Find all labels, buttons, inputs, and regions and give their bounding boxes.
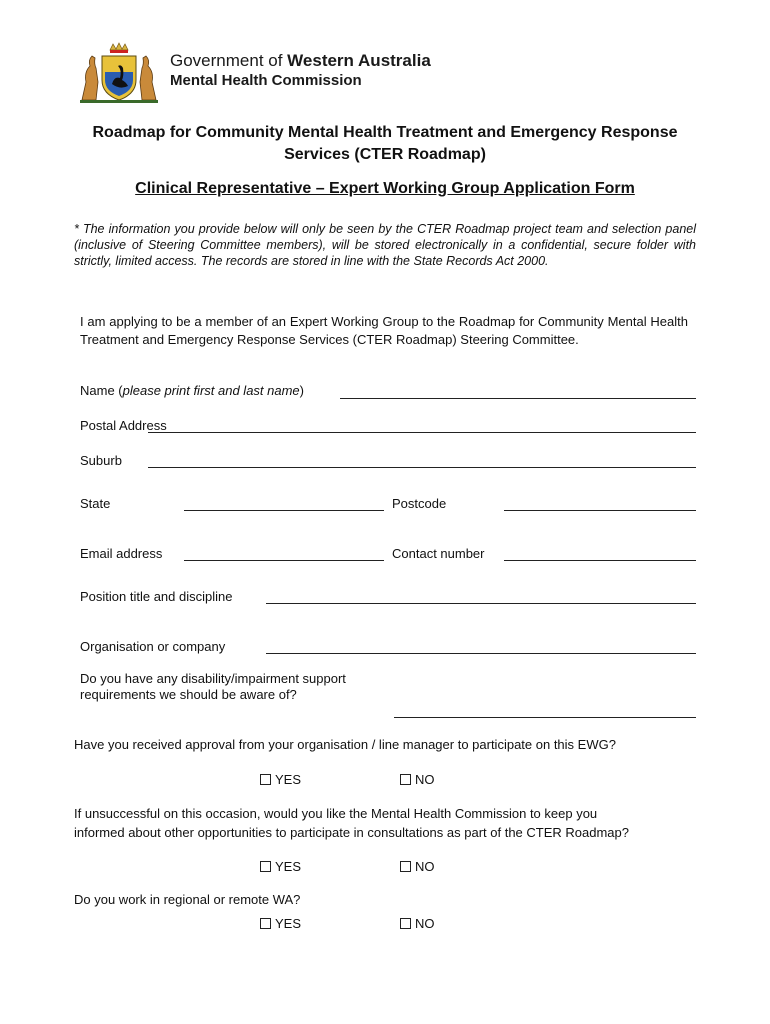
checkbox-icon[interactable] [260,774,271,785]
name-label: Name (please print first and last name) [80,383,305,398]
disability-label [80,671,400,703]
government-name: Government of Western Australia [170,51,431,70]
checkbox-icon[interactable] [400,861,411,872]
regional-no-option[interactable]: NO [400,916,435,931]
postal-address-label: Postal Address [80,418,167,433]
keep-informed-yes-option[interactable]: YES [260,859,301,874]
disability-label-line2: requirements we should be aware of? [80,687,297,702]
disability-field[interactable] [394,717,696,718]
form-subtitle: Clinical Representative – Expert Working Group Application Form [135,180,635,197]
disability-label-line1: Do you have any disability/impairment support [80,671,346,686]
regional-yes-option[interactable]: YES [260,916,301,931]
contact-number-field[interactable] [504,560,696,561]
organisation-label: Organisation or company [80,639,226,654]
contact-number-label: Contact number [392,546,485,561]
checkbox-icon[interactable] [260,861,271,872]
checkbox-icon[interactable] [400,774,411,785]
intro-statement: I am applying to be a member of an Expert Working Group to the Roadmap for Community Mental Health Treatment and Emergency Response Services (CTER Roadmap) Steering Committee. [80,314,688,347]
privacy-note: * The information you provide below will only be seen by the CTER Roadmap project team and selection panel (inclusive of Steering Committee members), will be stored electronically in a confidential, secure folder with strictly, limited access. The records are stored in line with the State Records Act 2000. [74,222,696,268]
state-label: State [80,496,111,511]
keep-informed-line2: informed about other opportunities to participate in consultations as part of the CTER Roadmap? [74,825,629,840]
suburb-field[interactable] [148,467,696,468]
document-title: Roadmap for Community Mental Health Treatment and Emergency Response Services (CTER Roadmap) [92,124,678,163]
position-label: Position title and discipline [80,589,233,604]
keep-informed-no-option[interactable]: NO [400,859,435,874]
commission-name: Mental Health Commission [170,72,362,89]
organisation-field[interactable] [266,653,696,654]
regional-question: Do you work in regional or remote WA? [74,892,301,907]
keep-informed-line1: If unsuccessful on this occasion, would you like the Mental Health Commission to keep you [74,806,598,821]
approval-yes-option[interactable]: YES [260,772,301,787]
header-logo [74,42,464,106]
postcode-field[interactable] [504,510,696,511]
wa-coat-of-arms-icon [74,42,164,104]
state-field[interactable] [184,510,384,511]
keep-informed-question [74,806,696,841]
position-field[interactable] [266,603,696,604]
checkbox-icon[interactable] [400,918,411,929]
email-label: Email address [80,546,163,561]
postcode-label: Postcode [392,496,447,511]
approval-no-option[interactable]: NO [400,772,435,787]
email-field[interactable] [184,560,384,561]
checkbox-icon[interactable] [260,918,271,929]
suburb-label: Suburb [80,453,122,468]
approval-question: Have you received approval from your organisation / line manager to participate on this EWG? [74,737,616,752]
postal-address-field[interactable] [148,432,696,433]
name-field[interactable] [340,398,696,399]
